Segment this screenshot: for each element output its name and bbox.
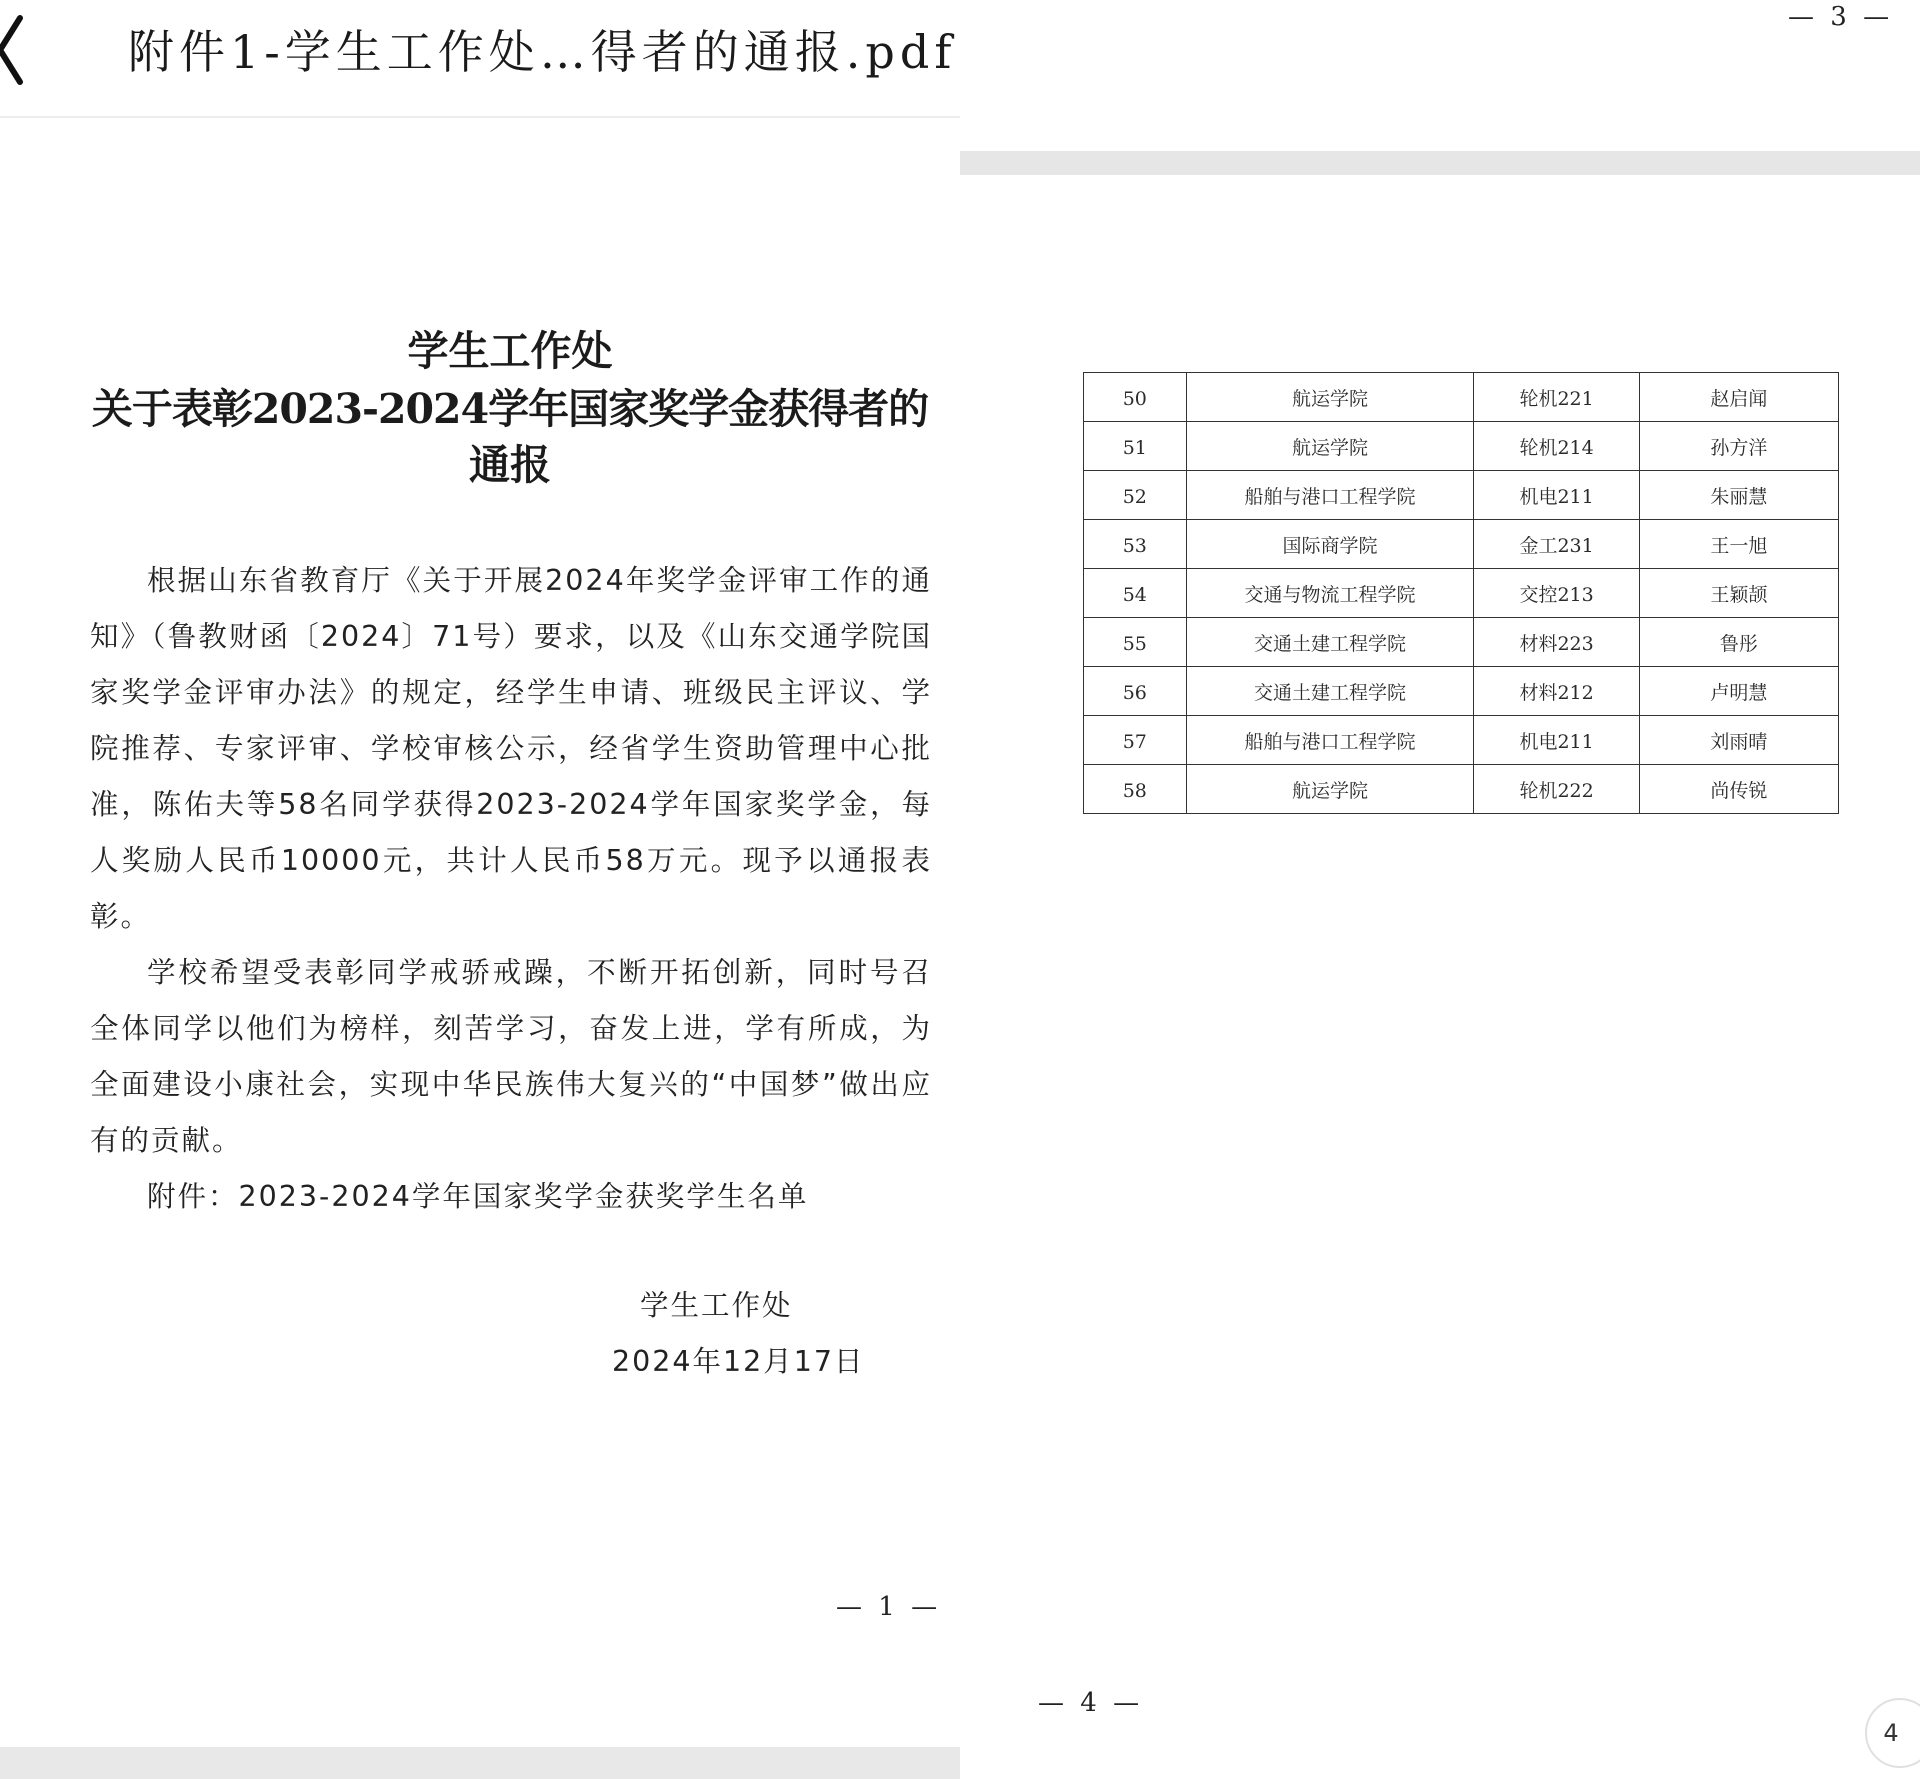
row-number: 57	[1084, 716, 1187, 765]
back-chevron-icon[interactable]	[0, 12, 24, 88]
class-cell: 轮机214	[1474, 422, 1639, 471]
signature-date: 2024年12月17日	[612, 1345, 865, 1378]
table-row	[1084, 716, 1839, 765]
college-cell: 船舶与港口工程学院	[1186, 716, 1474, 765]
document-title-line1: 学生工作处	[407, 327, 613, 375]
college-cell: 航运学院	[1186, 422, 1474, 471]
page-gap	[960, 151, 1920, 175]
attachment-line: 附件：2023-2024学年国家奖学金获奖学生名单	[147, 1180, 809, 1213]
student-name-cell: 鲁彤	[1639, 618, 1838, 667]
row-number: 50	[1084, 373, 1187, 422]
class-cell: 交控213	[1474, 569, 1639, 618]
college-cell: 交通土建工程学院	[1186, 667, 1474, 716]
student-name-cell: 王颖颉	[1639, 569, 1838, 618]
row-number: 51	[1084, 422, 1187, 471]
page-indicator-badge[interactable]: 4	[1865, 1698, 1920, 1768]
class-cell: 材料212	[1474, 667, 1639, 716]
class-cell: 轮机222	[1474, 765, 1639, 814]
college-cell: 航运学院	[1186, 373, 1474, 422]
student-name-cell: 刘雨晴	[1639, 716, 1838, 765]
student-name-cell: 王一旭	[1639, 520, 1838, 569]
row-number: 52	[1084, 471, 1187, 520]
signature-organization: 学生工作处	[640, 1289, 793, 1322]
college-cell: 交通土建工程学院	[1186, 618, 1474, 667]
row-number: 54	[1084, 569, 1187, 618]
body-paragraph-1: 根据山东省教育厅《关于开展2024年奖学金评审工作的通知》（鲁教财函〔2024〕71号）要求，以及《山东交通学院国家奖学金评审办法》的规定，经学生申请、班级民主评议、学院推荐、专家评审、学校审核公示，经省学生资助管理中心批准，陈佑夫等58名同学获得2023-2024学年国家奖学金，每人奖励人民币10000元，共计人民币58万元。现予以通报表彰。	[90, 564, 932, 933]
college-cell: 国际商学院	[1186, 520, 1474, 569]
body-paragraph-2: 学校希望受表彰同学戒骄戒躁，不断开拓创新，同时号召全体同学以他们为榜样，刻苦学习，奋发上进，学有所成，为全面建设小康社会，实现中华民族伟大复兴的“中国梦”做出应有的贡献。	[90, 956, 932, 1157]
row-number: 55	[1084, 618, 1187, 667]
table-row	[1084, 618, 1839, 667]
row-number: 53	[1084, 520, 1187, 569]
class-cell: 轮机221	[1474, 373, 1639, 422]
student-name-cell: 尚传锐	[1639, 765, 1838, 814]
page-gap	[0, 1747, 960, 1779]
class-cell: 机电211	[1474, 471, 1639, 520]
student-name-cell: 卢明慧	[1639, 667, 1838, 716]
table-row	[1084, 422, 1839, 471]
pdf-page-1	[0, 118, 960, 1746]
table-row	[1084, 765, 1839, 814]
student-name-cell: 赵启闻	[1639, 373, 1838, 422]
college-cell: 航运学院	[1186, 765, 1474, 814]
college-cell: 船舶与港口工程学院	[1186, 471, 1474, 520]
page-number-bottom: — 4 —	[1038, 1688, 1144, 1718]
table-row	[1084, 569, 1839, 618]
table-row	[1084, 667, 1839, 716]
file-title: 附件1-学生工作处…得者的通报.pdf	[128, 25, 957, 79]
student-name-cell: 朱丽慧	[1639, 471, 1838, 520]
pdf-viewer-right	[960, 0, 1920, 1779]
document-body	[90, 553, 932, 1225]
class-cell: 机电211	[1474, 716, 1639, 765]
page-number-top: — 3 —	[1788, 2, 1894, 32]
class-cell: 金工231	[1474, 520, 1639, 569]
table-row	[1084, 373, 1839, 422]
table-row	[1084, 471, 1839, 520]
college-cell: 交通与物流工程学院	[1186, 569, 1474, 618]
page-number: — 1 —	[836, 1592, 942, 1622]
table-row	[1084, 520, 1839, 569]
class-cell: 材料223	[1474, 618, 1639, 667]
viewer-header	[0, 0, 960, 118]
row-number: 58	[1084, 765, 1187, 814]
row-number: 56	[1084, 667, 1187, 716]
scholarship-table	[1083, 372, 1839, 814]
student-name-cell: 孙方洋	[1639, 422, 1838, 471]
document-title-line3: 通报	[469, 441, 551, 489]
document-title-line2: 关于表彰2023-2024学年国家奖学金获得者的	[91, 385, 929, 433]
